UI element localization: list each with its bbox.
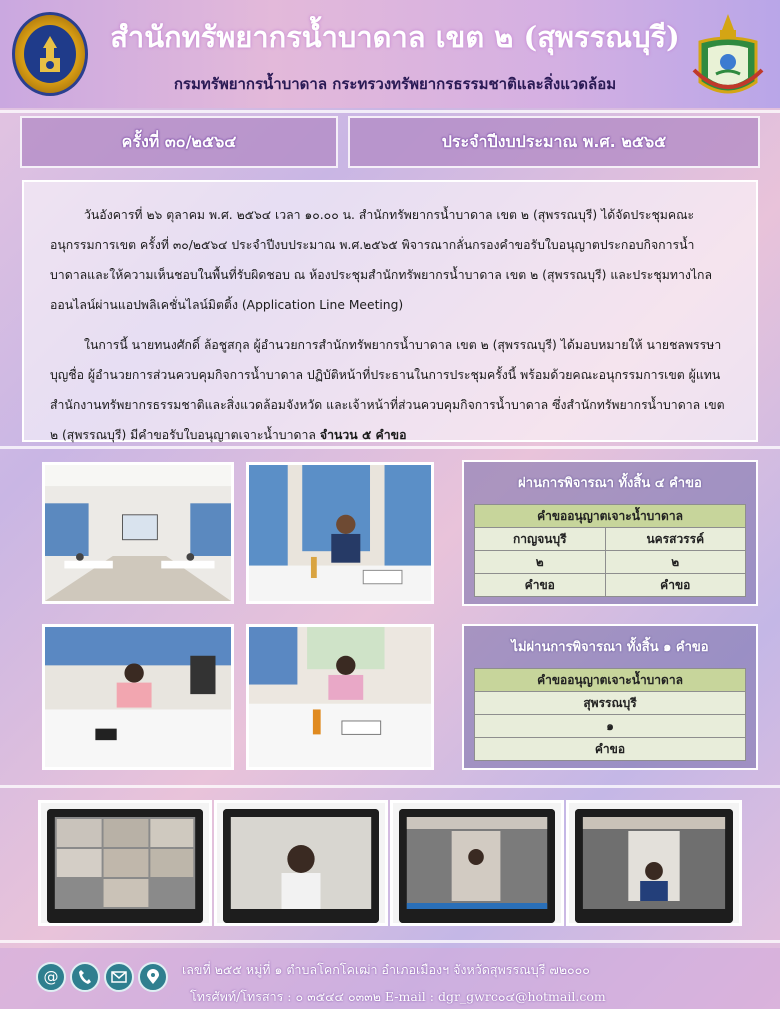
phone-icon[interactable] [70, 962, 100, 992]
rejected-unit: คำขอ [475, 738, 746, 761]
footer-contact: โทรศัพท์/โทรสาร : ๐ ๓๕๔๔ ๐๓๓๒ E-mail : dgr_gwrc๐๔@hotmail.com [190, 989, 606, 1004]
rejected-panel [462, 624, 758, 770]
page-title: สำนักทรัพยากรน้ำบาดาล เขต ๒ (สุพรรณบุรี) [110, 20, 680, 54]
fiscal-year-bar [348, 116, 760, 168]
at-icon[interactable]: @ [36, 962, 66, 992]
paragraph-2-text: ในการนี้ นายทนงศักดิ์ ล้อชูสกุล ผู้อำนวยการสำนักทรัพยากรน้ำบาดาล เขต ๒ (สุพรรณบุรี) ได้มอบหมายให้ นายชลพรรษา บุญชื่อ ผู้อำนวยการส่วนควบคุมกิจการน้ำบาดาล ปฏิบัติหน้าที่ประธานในการประชุมครั้งนี้ พร้อมด้วยคณะอนุกรรมการเขต ผู้แทนสำนักงานทรัพยากรธรรมชาติและสิ่งแวดล้อมจังหวัด และเจ้าหน้าที่ส่วนควบคุมกิจการน้ำบาดาล ซึ่งสำนักทรัพยากรน้ำบาดาล เขต ๒ (สุพรรณบุรี) มีคำขอรับใบอนุญาตเจาะน้ำบาดาล [50, 338, 725, 442]
rejected-province: สุพรรณบุรี [475, 692, 746, 715]
ministry-emblem-logo [690, 12, 766, 104]
session-number: ครั้งที่ ๓๐/๒๕๖๔ [121, 131, 237, 151]
online-meeting-photo-2 [214, 800, 388, 926]
approved-title: ผ่านการพิจารณา ทั้งสิ้น ๔ คำขอ [518, 476, 702, 491]
online-meeting-photo-4 [566, 800, 742, 926]
approved-panel [462, 460, 758, 606]
online-meeting-photo-1 [38, 800, 212, 926]
rejected-table [474, 668, 746, 761]
meeting-room-photo [42, 462, 234, 604]
rejected-count: ๑ [475, 715, 746, 738]
staff-photo-1 [42, 624, 234, 770]
session-number-bar [20, 116, 338, 168]
page-header [0, 0, 780, 108]
request-count: จำนวน ๕ คำขอ [319, 428, 407, 442]
paragraph-2 [50, 330, 730, 450]
department-seal-logo [12, 12, 88, 96]
approved-table [474, 504, 746, 597]
mail-icon[interactable] [104, 962, 134, 992]
approved-count-2: ๒ [605, 551, 745, 574]
approved-table-header: คำขออนุญาตเจาะน้ำบาดาล [475, 505, 746, 528]
approved-unit-2: คำขอ [605, 574, 745, 597]
approved-province-1: กาญจนบุรี [475, 528, 606, 551]
online-meeting-photo-3 [390, 800, 564, 926]
location-icon[interactable] [138, 962, 168, 992]
rejected-table-header: คำขออนุญาตเจาะน้ำบาดาล [475, 669, 746, 692]
fiscal-year: ประจำปีงบประมาณ พ.ศ. ๒๕๖๕ [441, 131, 667, 151]
paragraph-1: วันอังคารที่ ๒๖ ตุลาคม พ.ศ. ๒๕๖๔ เวลา ๑๐.๐๐ น. สำนักทรัพยากรน้ำบาดาล เขต ๒ (สุพรรณบุรี) ได้จัดประชุมคณะอนุกรรมการเขต ครั้งที่ ๓๐/๒๕๖๔ ประจำปีงบประมาณ พ.ศ.๒๕๖๕ พิจารณากลั่นกรองคำขอรับใบอนุญาตประกอบกิจการน้ำบาดาลและให้ความเห็นชอบในพื้นที่รับผิดชอบ ณ ห้องประชุมสำนักทรัพยากรน้ำบาดาล เขต ๒ (สุพรรณบุรี) และประชุมทางไกลออนไลน์ผ่านแอปพลิเคชั่นไลน์มิตติ้ง (Application Line Meeting) [50, 208, 713, 312]
approved-count-1: ๒ [475, 551, 606, 574]
page-subtitle: กรมทรัพยากรน้ำบาดาล กระทรวงทรัพยากรธรรมชาติและสิ่งแวดล้อม [173, 75, 617, 93]
staff-photo-2 [246, 624, 434, 770]
chairman-photo [246, 462, 434, 604]
rejected-title: ไม่ผ่านการพิจารณา ทั้งสิ้น ๑ คำขอ [511, 640, 709, 655]
approved-province-2: นครสวรรค์ [605, 528, 745, 551]
meeting-description [22, 180, 758, 442]
approved-unit-1: คำขอ [475, 574, 606, 597]
footer-address: เลขที่ ๒๕๕ หมู่ที่ ๑ ตำบลโคกโคเฒ่า อำเภอเมืองฯ จังหวัดสุพรรณบุรี ๗๒๐๐๐ [182, 962, 590, 977]
